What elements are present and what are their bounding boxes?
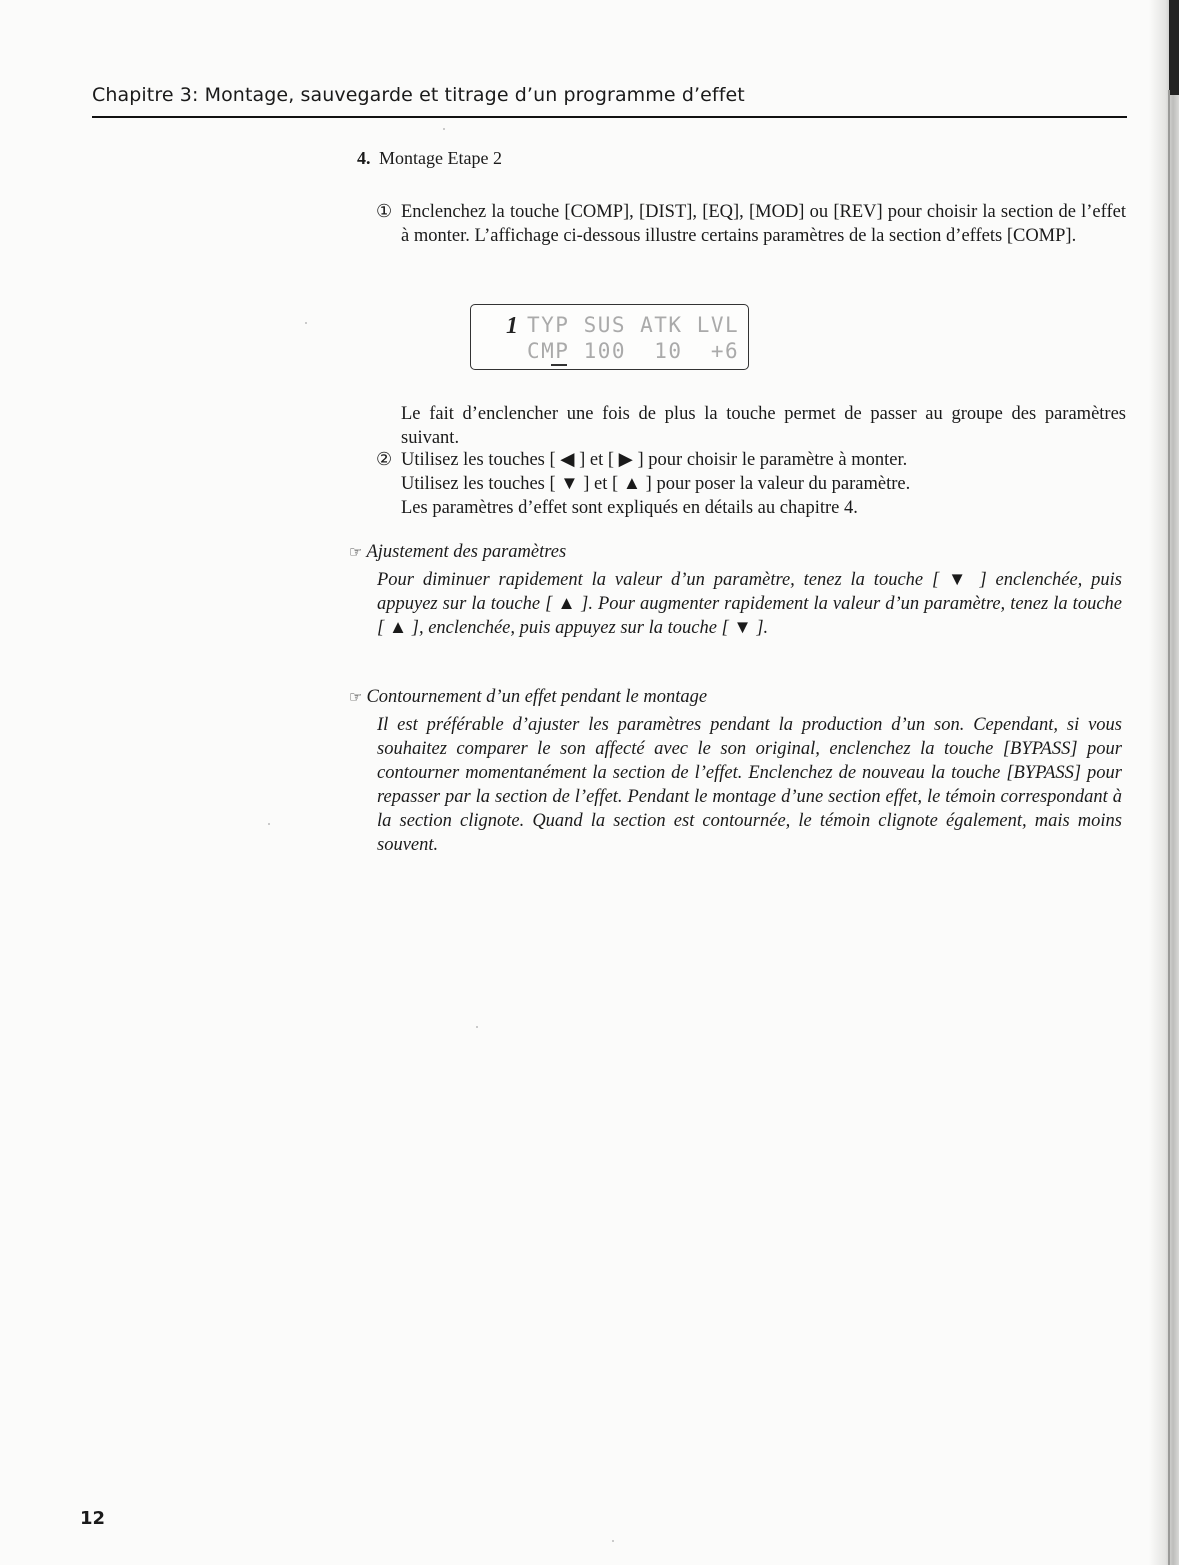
instruction-2 bbox=[376, 448, 1126, 520]
circled-one-icon: ① bbox=[376, 201, 393, 222]
note-bypass-title-text: Contournement d’un effet pendant le montage bbox=[366, 687, 708, 707]
scan-edge-mark bbox=[1169, 0, 1179, 95]
note-adjust-title bbox=[349, 542, 566, 563]
lcd-group-indicator: 1 bbox=[506, 313, 518, 339]
instruction-2-line-2: Utilisez les touches [ ▼ ] et [ ▲ ] pour poser la valeur du paramètre. bbox=[401, 474, 911, 494]
scan-speck bbox=[443, 128, 445, 130]
lcd-cursor-underline bbox=[551, 364, 567, 366]
note-adjust-title-text: Ajustement des paramètres bbox=[366, 542, 567, 562]
pointing-hand-icon: ☞ bbox=[349, 688, 363, 706]
pointing-hand-icon: ☞ bbox=[349, 543, 363, 561]
instruction-1-text: Enclenchez la touche [COMP], [DIST], [EQ], [MOD] ou [REV] pour choisir la section de l’effet à monter. L’affichage ci-dessous illustre certains paramètres de la section d’effets [COMP]. bbox=[401, 202, 1126, 246]
note-bypass-title bbox=[349, 687, 707, 708]
instruction-2-line-1: Utilisez les touches [ ◀ ] et [ ▶ ] pour choisir le paramètre à monter. bbox=[401, 450, 908, 470]
scan-speck bbox=[476, 1026, 478, 1028]
step-title: Montage Etape 2 bbox=[379, 148, 502, 168]
scan-speck bbox=[612, 1540, 614, 1542]
note-adjust-body: Pour diminuer rapidement la valeur d’un paramètre, tenez la touche [ ▼ ] enclenchée, puis appuyez sur la touche [ ▲ ]. Pour augmenter rapidement la valeur d’un paramètre, tenez la touche [ ▲ ], enclenchée, puis appuyez sur la touche [ ▼ ]. bbox=[377, 570, 1122, 638]
note-bypass-body: Il est préférable d’ajuster les paramètres pendant la production d’un son. Cependant, si vous souhaitez comparer le son affecté avec le son original, enclenchez la touche [BYPASS] pour contourner momentanément la section de l’effet. Enclenchez de nouveau la touche [BYPASS] pour repasser par la section de l’effet. Pendant le montage d’une section effet, le témoin correspondant à la section clignote. Quand la section est contournée, le témoin clignote également, mais moins souvent. bbox=[377, 715, 1122, 855]
chapter-header: Chapitre 3: Montage, sauvegarde et titrage d’un programme d’effet bbox=[92, 84, 745, 106]
circled-two-icon: ② bbox=[376, 449, 393, 470]
lcd-row-values: CMP 100 10 +6 bbox=[527, 339, 740, 363]
scan-speck bbox=[305, 322, 307, 324]
instruction-1 bbox=[376, 200, 1126, 248]
lcd-display bbox=[470, 304, 749, 370]
scan-edge-line bbox=[1168, 90, 1170, 1565]
scan-edge bbox=[1149, 0, 1179, 1565]
step-heading bbox=[357, 148, 502, 169]
step-number: 4. bbox=[357, 148, 371, 168]
after-display-text: Le fait d’enclencher une fois de plus la touche permet de passer au groupe des paramètres suivant. bbox=[401, 404, 1126, 448]
scan-speck bbox=[268, 823, 270, 825]
page-number: 12 bbox=[80, 1508, 106, 1529]
instruction-2-line-3: Les paramètres d’effet sont expliqués en détails au chapitre 4. bbox=[401, 498, 858, 518]
lcd-row-parameters: TYP SUS ATK LVL bbox=[527, 313, 740, 337]
header-rule bbox=[92, 116, 1127, 118]
